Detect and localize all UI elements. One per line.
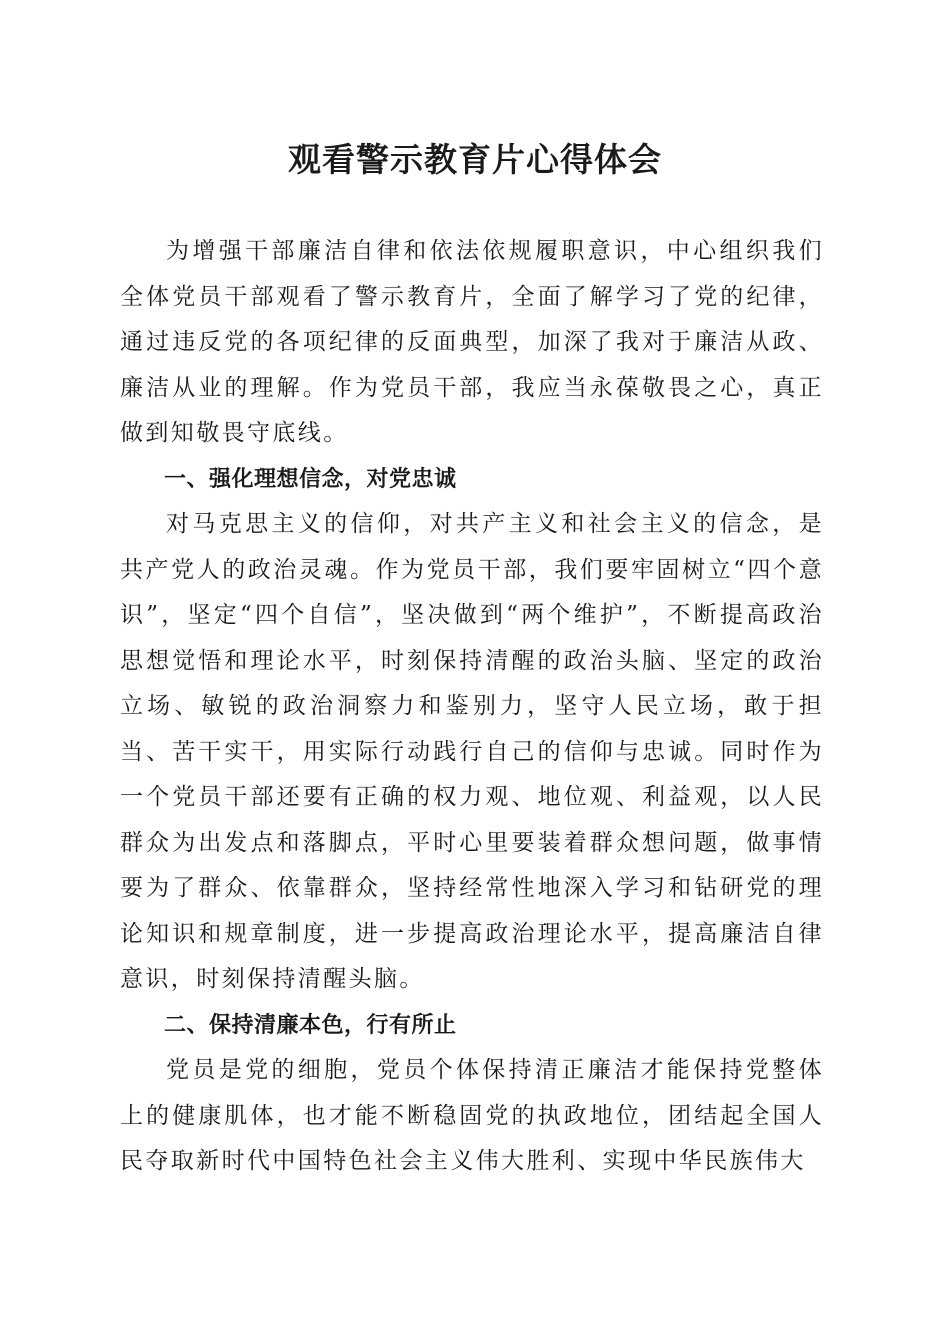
section-heading-2: 二、保持清廉本色，行有所止 [164, 1012, 457, 1038]
document-body [120, 229, 824, 1185]
section-paragraph-1: 对马克思主义的信仰，对共产主义和社会主义的信念，是共产党人的政治灵魂。作为党员干部，我们要牢固树立“四个意识”，坚定“四个自信”，坚决做到“两个维护”，不断提高政治思想觉悟和理论水平，时刻保持清醒的政治头脑、坚定的政治立场、敏锐的政治洞察力和鉴别力，坚守人民立场，敢于担当、苦干实干，用实际行动践行自己的信仰与忠诚。同时作为一个党员干部还要有正确的权力观、地位观、利益观，以人民群众为出发点和落脚点，平时心里要装着群众想问题，做事情要为了群众、依靠群众，坚持经常性地深入学习和钻研党的理论知识和规章制度，进一步提高政治理论水平，提高廉洁自律意识，时刻保持清醒头脑。 [120, 511, 824, 992]
intro-paragraph: 为增强干部廉洁自律和依法依规履职意识，中心组织我们全体党员干部观看了警示教育片，全面了解学习了党的纪律，通过违反党的各项纪律的反面典型，加深了我对于廉洁从政、廉洁从业的理解。作为党员干部，我应当永葆敬畏之心，真正做到知敬畏守底线。 [120, 238, 824, 446]
section-paragraph-2: 党员是党的细胞，党员个体保持清正廉洁才能保持党整体上的健康肌体，也才能不断稳固党的执政地位，团结起全国人民夺取新时代中国特色社会主义伟大胜利、实现中华民族伟大 [120, 1057, 824, 1174]
section-heading-1: 一、强化理想信念，对党忠诚 [164, 466, 457, 492]
document-title: 观看警示教育片心得体会 [288, 140, 662, 179]
